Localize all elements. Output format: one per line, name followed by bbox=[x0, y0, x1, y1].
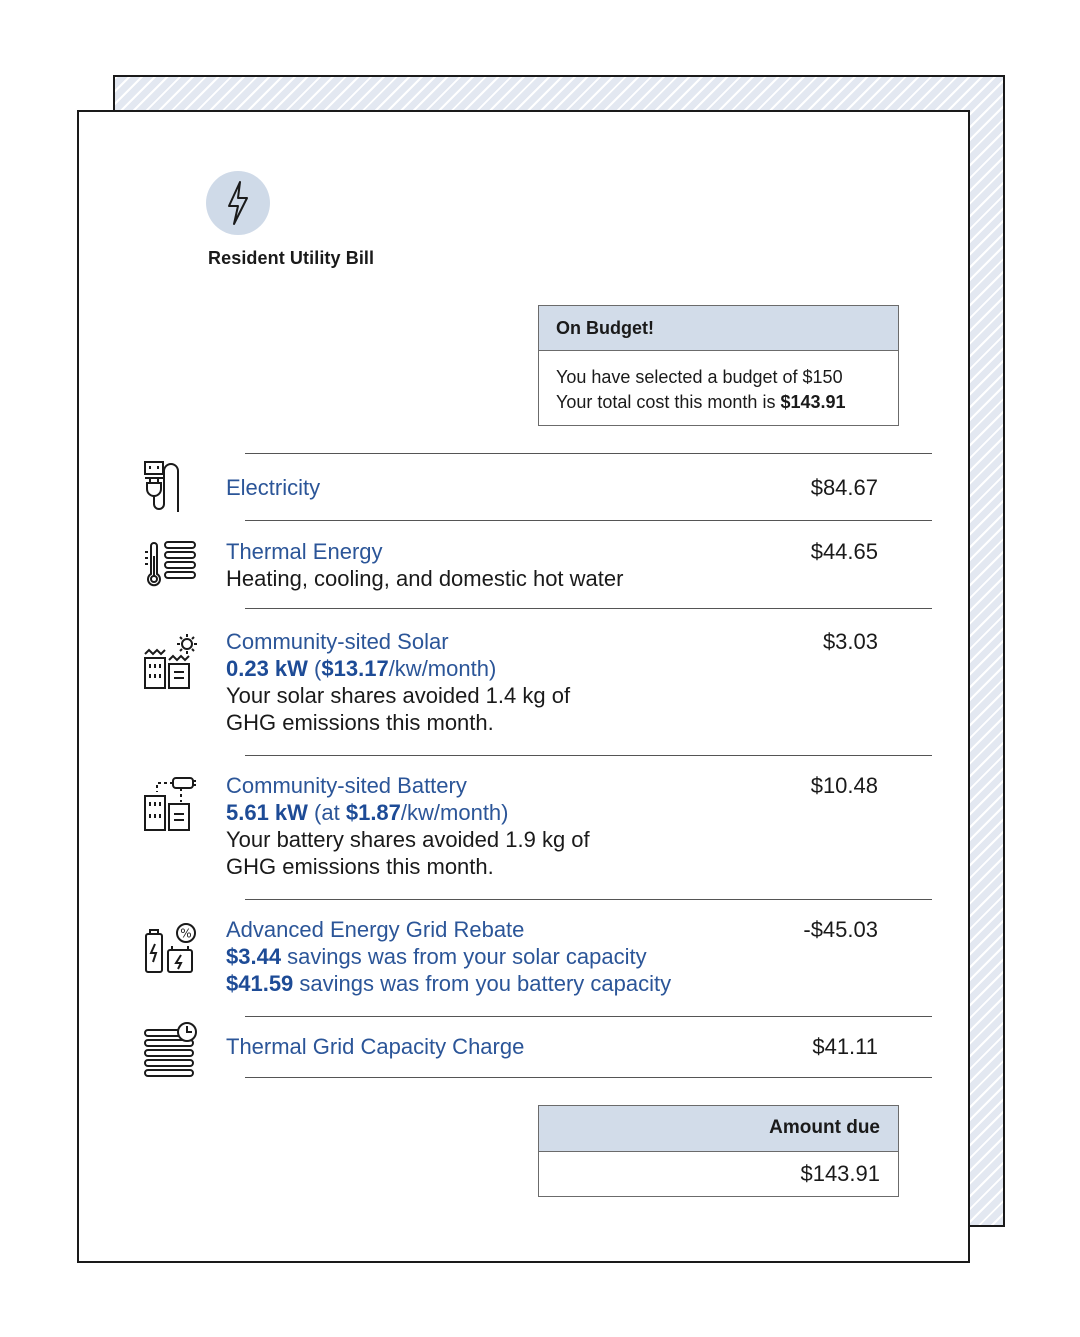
amount-due-box bbox=[538, 1105, 899, 1197]
solar-kw: 0.23 kW bbox=[226, 656, 308, 681]
thermal-title: Thermal Energy bbox=[226, 539, 383, 564]
rebate-title: Advanced Energy Grid Rebate bbox=[226, 917, 525, 942]
thermometer-coils-icon bbox=[141, 538, 201, 598]
divider bbox=[245, 899, 932, 900]
rebate-battery-text: savings was from you battery capacity bbox=[293, 971, 672, 996]
lightning-icon bbox=[223, 179, 253, 227]
budget-line-2 bbox=[556, 390, 881, 415]
budget-body bbox=[539, 351, 898, 429]
battery-amount: $10.48 bbox=[810, 773, 878, 798]
battery-rate: $1.87 bbox=[345, 800, 401, 825]
logo bbox=[206, 171, 270, 235]
solar-title: Community-sited Solar bbox=[226, 629, 449, 654]
bill-document bbox=[77, 110, 970, 1263]
solar-amount: $3.03 bbox=[822, 629, 878, 654]
solar-rate-close: /kw/month) bbox=[388, 656, 497, 681]
thermal-amount: $44.65 bbox=[810, 539, 878, 564]
svg-text:%: % bbox=[180, 926, 192, 941]
budget-line-2-text: Your total cost this month is bbox=[556, 392, 781, 412]
rebate-solar-savings: $3.44 bbox=[226, 944, 282, 969]
solar-desc-1: Your solar shares avoided 1.4 kg of bbox=[226, 683, 571, 708]
capacity-title: Thermal Grid Capacity Charge bbox=[226, 1034, 525, 1059]
divider bbox=[245, 1077, 932, 1078]
solar-rate: $13.17 bbox=[321, 656, 389, 681]
plug-icon bbox=[141, 458, 201, 518]
battery-percent-icon bbox=[141, 920, 201, 980]
amount-due-value: $143.91 bbox=[800, 1161, 880, 1186]
amount-due-label: Amount due bbox=[539, 1106, 898, 1152]
budget-status-box bbox=[538, 305, 899, 426]
divider bbox=[245, 453, 932, 454]
battery-desc-1: Your battery shares avoided 1.9 kg of bbox=[226, 827, 590, 852]
solar-desc-2: GHG emissions this month. bbox=[226, 710, 494, 735]
battery-capacity bbox=[226, 800, 509, 826]
divider bbox=[245, 608, 932, 609]
battery-buildings-icon bbox=[141, 774, 201, 834]
budget-line-1: You have selected a budget of $150 bbox=[556, 367, 843, 387]
rebate-solar-line bbox=[226, 944, 647, 970]
rebate-amount: -$45.03 bbox=[803, 917, 878, 942]
battery-desc-2: GHG emissions this month. bbox=[226, 854, 494, 879]
rebate-battery-line bbox=[226, 971, 671, 997]
divider bbox=[245, 755, 932, 756]
battery-kw: 5.61 kW bbox=[226, 800, 308, 825]
coils-clock-icon bbox=[141, 1022, 201, 1082]
electricity-title: Electricity bbox=[226, 475, 321, 500]
solar-capacity bbox=[226, 656, 496, 682]
capacity-amount: $41.11 bbox=[812, 1034, 878, 1059]
divider bbox=[245, 520, 932, 521]
divider bbox=[245, 1016, 932, 1017]
rebate-battery-savings: $41.59 bbox=[226, 971, 294, 996]
battery-rate-close: /kw/month) bbox=[400, 800, 509, 825]
battery-title: Community-sited Battery bbox=[226, 773, 467, 798]
solar-buildings-icon bbox=[141, 632, 201, 692]
bill-title: Resident Utility Bill bbox=[208, 248, 375, 268]
rebate-solar-text: savings was from your solar capacity bbox=[281, 944, 647, 969]
electricity-amount: $84.67 bbox=[810, 475, 878, 500]
battery-rate-open: (at bbox=[307, 800, 346, 825]
budget-heading: On Budget! bbox=[539, 306, 898, 351]
total-cost: $143.91 bbox=[780, 392, 846, 412]
solar-rate-open: ( bbox=[307, 656, 322, 681]
thermal-description: Heating, cooling, and domestic hot water bbox=[226, 566, 624, 591]
